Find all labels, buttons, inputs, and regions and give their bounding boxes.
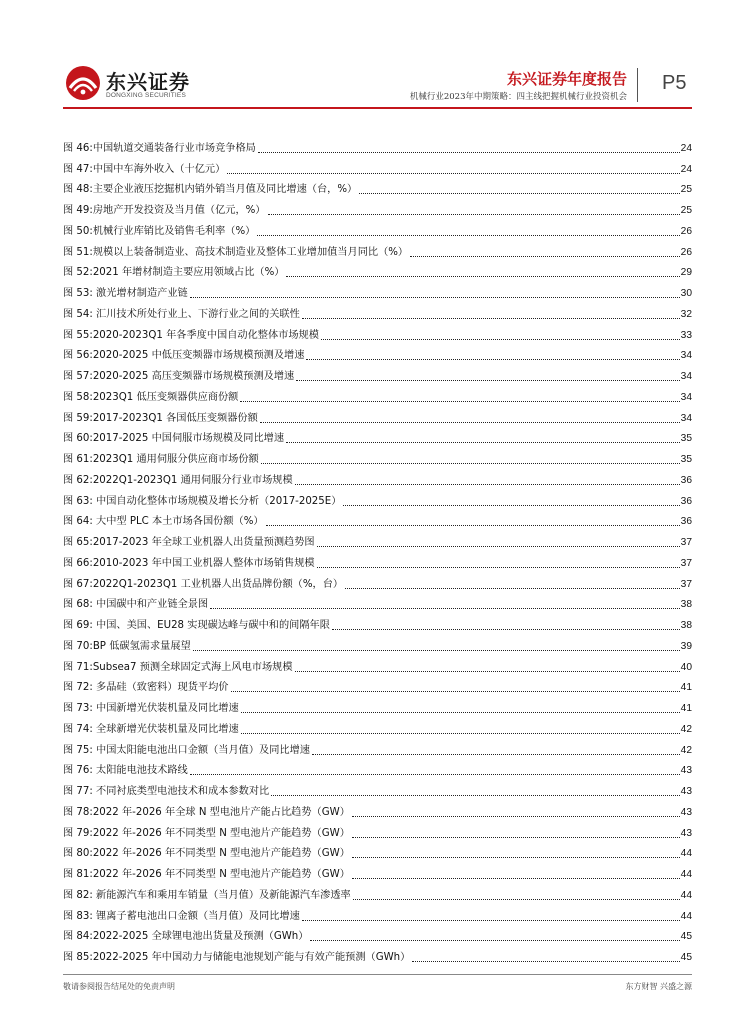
page-number: P5 bbox=[662, 72, 687, 94]
toc-entry-label[interactable]: 图 62:2022Q1-2023Q1 通用伺服分行业市场规模 bbox=[63, 474, 293, 486]
toc-entry-page[interactable]: 44 bbox=[680, 889, 692, 901]
toc-entry-label[interactable]: 图 64: 大中型 PLC 本土市场各国份额（%） bbox=[63, 516, 264, 528]
toc-entry-label[interactable]: 图 48:主要企业液压挖掘机内销外销当月值及同比增速（台，%） bbox=[63, 184, 358, 196]
toc-entry-label[interactable]: 图 78:2022 年-2026 年全球 N 型电池片产能占比趋势（GW） bbox=[63, 806, 350, 818]
toc-entry-label[interactable]: 图 65:2017-2023 年全球工业机器人出货量预测趋势图 bbox=[63, 537, 315, 548]
toc-entry-label[interactable]: 图 68: 中国碳中和产业链全景图 bbox=[63, 599, 209, 611]
toc-entry[interactable] bbox=[63, 758, 692, 779]
toc-entry-page[interactable]: 32 bbox=[680, 308, 692, 320]
toc-entry[interactable] bbox=[63, 239, 692, 260]
toc-entry[interactable] bbox=[63, 571, 692, 592]
toc-dot-leader bbox=[261, 462, 680, 464]
toc-entry-page[interactable]: 26 bbox=[680, 225, 692, 237]
toc-entry-page[interactable]: 44 bbox=[680, 869, 692, 880]
toc-dot-leader bbox=[286, 275, 679, 277]
logo-text-en: DONGXING SECURITIES bbox=[106, 92, 187, 99]
toc-dot-leader bbox=[260, 421, 680, 423]
toc-dot-leader bbox=[227, 172, 679, 174]
toc-dot-leader bbox=[412, 960, 679, 962]
toc-entry[interactable] bbox=[63, 509, 692, 530]
toc-dot-leader bbox=[359, 192, 679, 194]
toc-entry-label[interactable]: 图 83: 锂离子蓄电池出口金额（当月值）及同比增速 bbox=[63, 910, 300, 922]
toc-entry[interactable] bbox=[63, 799, 692, 820]
toc-entry-page[interactable]: 45 bbox=[680, 931, 692, 943]
toc-dot-leader bbox=[352, 836, 680, 838]
toc-entry[interactable] bbox=[63, 322, 692, 343]
toc-entry-label[interactable]: 图 69: 中国、美国、EU28 实现碳达峰与碳中和的间隔年限 bbox=[63, 620, 330, 631]
toc-entry[interactable] bbox=[63, 820, 692, 841]
toc-dot-leader bbox=[302, 919, 680, 921]
toc-dot-leader bbox=[343, 504, 679, 506]
toc-entry[interactable] bbox=[63, 612, 692, 633]
toc-entry-page[interactable]: 36 bbox=[680, 516, 692, 528]
toc-dot-leader bbox=[352, 877, 680, 879]
toc-entry-label[interactable]: 图 60:2017-2025 中国伺服市场规模及同比增速 bbox=[63, 433, 285, 445]
toc-entry-label[interactable]: 图 52:2021 年增材制造主要应用领域占比（%） bbox=[63, 267, 285, 279]
toc-entry[interactable] bbox=[63, 488, 692, 509]
figure-index-list bbox=[63, 135, 692, 965]
report-subtitle: 机械行业2023年中期策略：四主线把握机械行业投资机会 bbox=[409, 92, 627, 102]
toc-entry-label[interactable]: 图 72: 多晶硅（致密料）现货平均价 bbox=[63, 682, 229, 694]
logo-text-cn: 东兴证券 bbox=[106, 70, 190, 94]
toc-entry-page[interactable]: 34 bbox=[680, 350, 692, 362]
page-header bbox=[0, 0, 755, 120]
toc-dot-leader bbox=[321, 338, 680, 340]
toc-dot-leader bbox=[410, 255, 680, 257]
toc-entry-label[interactable]: 图 75: 中国太阳能电池出口金额（当月值）及同比增速 bbox=[63, 744, 310, 756]
footer-rule bbox=[63, 974, 692, 975]
toc-dot-leader bbox=[210, 607, 680, 609]
toc-entry-page[interactable]: 35 bbox=[680, 454, 692, 465]
toc-entry[interactable] bbox=[63, 280, 692, 301]
toc-entry-page[interactable]: 34 bbox=[680, 412, 692, 424]
toc-entry[interactable] bbox=[63, 218, 692, 239]
toc-entry-page[interactable]: 33 bbox=[680, 329, 692, 341]
toc-entry-label[interactable]: 图 85:2022-2025 年中国动力与储能电池规划产能与有效产能预测（GWh） bbox=[63, 952, 411, 963]
toc-dot-leader bbox=[266, 524, 680, 526]
toc-dot-leader bbox=[231, 690, 680, 692]
toc-entry-page[interactable]: 43 bbox=[680, 786, 692, 797]
toc-entry-label[interactable]: 图 53: 激光增材制造产业链 bbox=[63, 288, 188, 299]
toc-entry-page[interactable]: 29 bbox=[680, 267, 692, 279]
toc-entry-page[interactable]: 41 bbox=[680, 682, 692, 694]
toc-entry-label[interactable]: 图 54: 汇川技术所处行业上、下游行业之间的关联性 bbox=[63, 308, 300, 320]
toc-entry-page[interactable]: 42 bbox=[680, 744, 692, 756]
toc-entry-label[interactable]: 图 61:2023Q1 通用伺服分供应商市场份额 bbox=[63, 454, 259, 465]
toc-entry-page[interactable]: 43 bbox=[680, 806, 692, 818]
toc-entry-page[interactable]: 35 bbox=[680, 433, 692, 445]
toc-entry-page[interactable]: 25 bbox=[680, 184, 692, 196]
toc-entry[interactable] bbox=[63, 924, 692, 945]
toc-entry-label[interactable]: 图 74: 全球新增光伏装机量及同比增速 bbox=[63, 723, 239, 735]
toc-dot-leader bbox=[345, 587, 680, 589]
header-rule bbox=[63, 107, 692, 109]
toc-dot-leader bbox=[296, 379, 679, 381]
toc-dot-leader bbox=[241, 732, 680, 734]
toc-entry-page[interactable]: 39 bbox=[680, 640, 692, 652]
toc-entry-label[interactable]: 图 79:2022 年-2026 年不同类型 N 型电池片产能趋势（GW） bbox=[63, 827, 350, 839]
toc-entry[interactable] bbox=[63, 944, 692, 965]
toc-entry-page[interactable]: 24 bbox=[680, 142, 692, 154]
toc-entry-page[interactable]: 36 bbox=[680, 474, 692, 486]
toc-entry[interactable] bbox=[63, 135, 692, 156]
toc-entry-page[interactable]: 43 bbox=[680, 827, 692, 839]
toc-entry[interactable] bbox=[63, 841, 692, 862]
toc-dot-leader bbox=[271, 794, 679, 796]
toc-entry-label[interactable]: 图 55:2020-2023Q1 年各季度中国自动化整体市场规模 bbox=[63, 329, 319, 341]
toc-entry-page[interactable]: 26 bbox=[680, 246, 692, 258]
toc-entry-label[interactable]: 图 51:规模以上装备制造业、高技术制造业及整体工业增加值当月同比（%） bbox=[63, 246, 409, 258]
toc-entry-page[interactable]: 37 bbox=[680, 537, 692, 548]
toc-entry-label[interactable]: 图 66:2010-2023 年中国工业机器人整体市场销售规模 bbox=[63, 557, 315, 569]
toc-entry-page[interactable]: 44 bbox=[680, 848, 692, 860]
report-title: 东兴证券年度报告 bbox=[506, 70, 627, 88]
toc-entry[interactable] bbox=[63, 654, 692, 675]
toc-dot-leader bbox=[306, 358, 679, 360]
toc-entry-page[interactable]: 38 bbox=[680, 620, 692, 631]
toc-entry[interactable] bbox=[63, 156, 692, 177]
toc-dot-leader bbox=[190, 773, 680, 775]
toc-entry[interactable] bbox=[63, 343, 692, 364]
toc-entry-label[interactable]: 图 47:中国中车海外收入（十亿元） bbox=[63, 163, 226, 175]
toc-entry[interactable] bbox=[63, 716, 692, 737]
toc-dot-leader bbox=[258, 151, 680, 153]
toc-dot-leader bbox=[317, 545, 680, 547]
header-divider bbox=[637, 68, 638, 102]
toc-entry[interactable] bbox=[63, 675, 692, 696]
toc-dot-leader bbox=[352, 856, 680, 858]
toc-entry-page[interactable]: 34 bbox=[680, 391, 692, 403]
toc-dot-leader bbox=[352, 815, 680, 817]
footer-disclaimer: 敬请参阅报告结尾处的免责声明 bbox=[63, 982, 175, 991]
toc-entry[interactable] bbox=[63, 260, 692, 281]
toc-entry[interactable] bbox=[63, 778, 692, 799]
toc-entry-label[interactable]: 图 49:房地产开发投资及当月值（亿元，%） bbox=[63, 205, 266, 216]
toc-entry-label[interactable]: 图 80:2022 年-2026 年不同类型 N 型电池片产能趋势（GW） bbox=[63, 848, 350, 860]
toc-entry-page[interactable]: 36 bbox=[680, 495, 692, 507]
toc-entry-label[interactable]: 图 76: 太阳能电池技术路线 bbox=[63, 765, 188, 777]
toc-entry[interactable] bbox=[63, 633, 692, 654]
toc-dot-leader bbox=[240, 400, 679, 402]
toc-entry[interactable] bbox=[63, 695, 692, 716]
toc-dot-leader bbox=[295, 670, 680, 672]
toc-entry-page[interactable]: 40 bbox=[680, 661, 692, 673]
toc-entry-label[interactable]: 图 58:2023Q1 低压变频器供应商份额 bbox=[63, 391, 239, 403]
dongxing-logo-icon bbox=[64, 64, 102, 102]
toc-entry-page[interactable]: 45 bbox=[680, 952, 692, 963]
toc-entry-label[interactable]: 图 71:Subsea7 预测全球固定式海上风电市场规模 bbox=[63, 661, 293, 673]
toc-dot-leader bbox=[295, 483, 680, 485]
toc-entry-label[interactable]: 图 77: 不同衬底类型电池技术和成本参数对比 bbox=[63, 786, 270, 797]
toc-dot-leader bbox=[312, 753, 680, 755]
toc-entry[interactable] bbox=[63, 903, 692, 924]
toc-entry-page[interactable]: 37 bbox=[680, 578, 692, 590]
toc-entry-label[interactable]: 图 67:2022Q1-2023Q1 工业机器人出货品牌份额（%，台） bbox=[63, 578, 344, 590]
toc-entry-label[interactable]: 图 84:2022-2025 全球锂电池出货量及预测（GWh） bbox=[63, 931, 309, 943]
toc-entry[interactable] bbox=[63, 861, 692, 882]
toc-entry[interactable] bbox=[63, 592, 692, 613]
toc-dot-leader bbox=[353, 898, 680, 900]
toc-entry[interactable] bbox=[63, 405, 692, 426]
toc-entry[interactable] bbox=[63, 301, 692, 322]
toc-entry[interactable] bbox=[63, 426, 692, 447]
toc-entry-label[interactable]: 图 57:2020-2025 高压变频器市场规模预测及增速 bbox=[63, 371, 295, 382]
toc-entry[interactable] bbox=[63, 177, 692, 198]
toc-entry-page[interactable]: 41 bbox=[680, 703, 692, 714]
toc-dot-leader bbox=[268, 213, 680, 215]
toc-entry[interactable] bbox=[63, 529, 692, 550]
toc-entry[interactable] bbox=[63, 363, 692, 384]
toc-dot-leader bbox=[286, 441, 680, 443]
toc-entry[interactable] bbox=[63, 467, 692, 488]
dongxing-logo bbox=[64, 64, 190, 104]
toc-entry[interactable] bbox=[63, 882, 692, 903]
toc-entry-label[interactable]: 图 50:机械行业库销比及销售毛利率（%） bbox=[63, 225, 256, 237]
toc-entry[interactable] bbox=[63, 384, 692, 405]
toc-dot-leader bbox=[241, 711, 680, 713]
toc-entry-page[interactable]: 42 bbox=[680, 723, 692, 735]
footer-slogan: 东方财智 兴盛之源 bbox=[625, 982, 692, 991]
toc-entry-page[interactable]: 38 bbox=[680, 599, 692, 611]
toc-entry-page[interactable]: 44 bbox=[680, 910, 692, 922]
toc-dot-leader bbox=[190, 296, 680, 298]
toc-entry-label[interactable]: 图 73: 中国新增光伏装机量及同比增速 bbox=[63, 703, 239, 714]
toc-dot-leader bbox=[302, 317, 680, 319]
toc-entry-page[interactable]: 30 bbox=[680, 288, 692, 299]
toc-dot-leader bbox=[193, 649, 680, 651]
toc-entry-page[interactable]: 25 bbox=[680, 205, 692, 216]
toc-entry[interactable] bbox=[63, 737, 692, 758]
toc-dot-leader bbox=[332, 628, 680, 630]
toc-entry-page[interactable]: 37 bbox=[680, 557, 692, 569]
toc-entry-page[interactable]: 43 bbox=[680, 765, 692, 777]
toc-dot-leader bbox=[317, 566, 680, 568]
toc-entry-label[interactable]: 图 81:2022 年-2026 年不同类型 N 型电池片产能趋势（GW） bbox=[63, 869, 350, 880]
toc-entry[interactable] bbox=[63, 550, 692, 571]
toc-dot-leader bbox=[257, 234, 679, 236]
toc-entry[interactable] bbox=[63, 197, 692, 218]
toc-entry-label[interactable]: 图 59:2017-2023Q1 各国低压变频器份额 bbox=[63, 412, 258, 424]
toc-entry-page[interactable]: 24 bbox=[680, 163, 692, 175]
toc-entry-label[interactable]: 图 63: 中国自动化整体市场规模及增长分析（2017-2025E） bbox=[63, 495, 342, 507]
toc-entry-label[interactable]: 图 56:2020-2025 中低压变频器市场规模预测及增速 bbox=[63, 350, 305, 362]
toc-entry-label[interactable]: 图 70:BP 低碳氢需求量展望 bbox=[63, 640, 191, 652]
toc-dot-leader bbox=[310, 939, 679, 941]
toc-entry-label[interactable]: 图 46:中国轨道交通装备行业市场竞争格局 bbox=[63, 142, 256, 154]
toc-entry-label[interactable]: 图 82: 新能源汽车和乘用车销量（当月值）及新能源汽车渗透率 bbox=[63, 889, 351, 901]
toc-entry[interactable] bbox=[63, 446, 692, 467]
toc-entry-page[interactable]: 34 bbox=[680, 371, 692, 382]
